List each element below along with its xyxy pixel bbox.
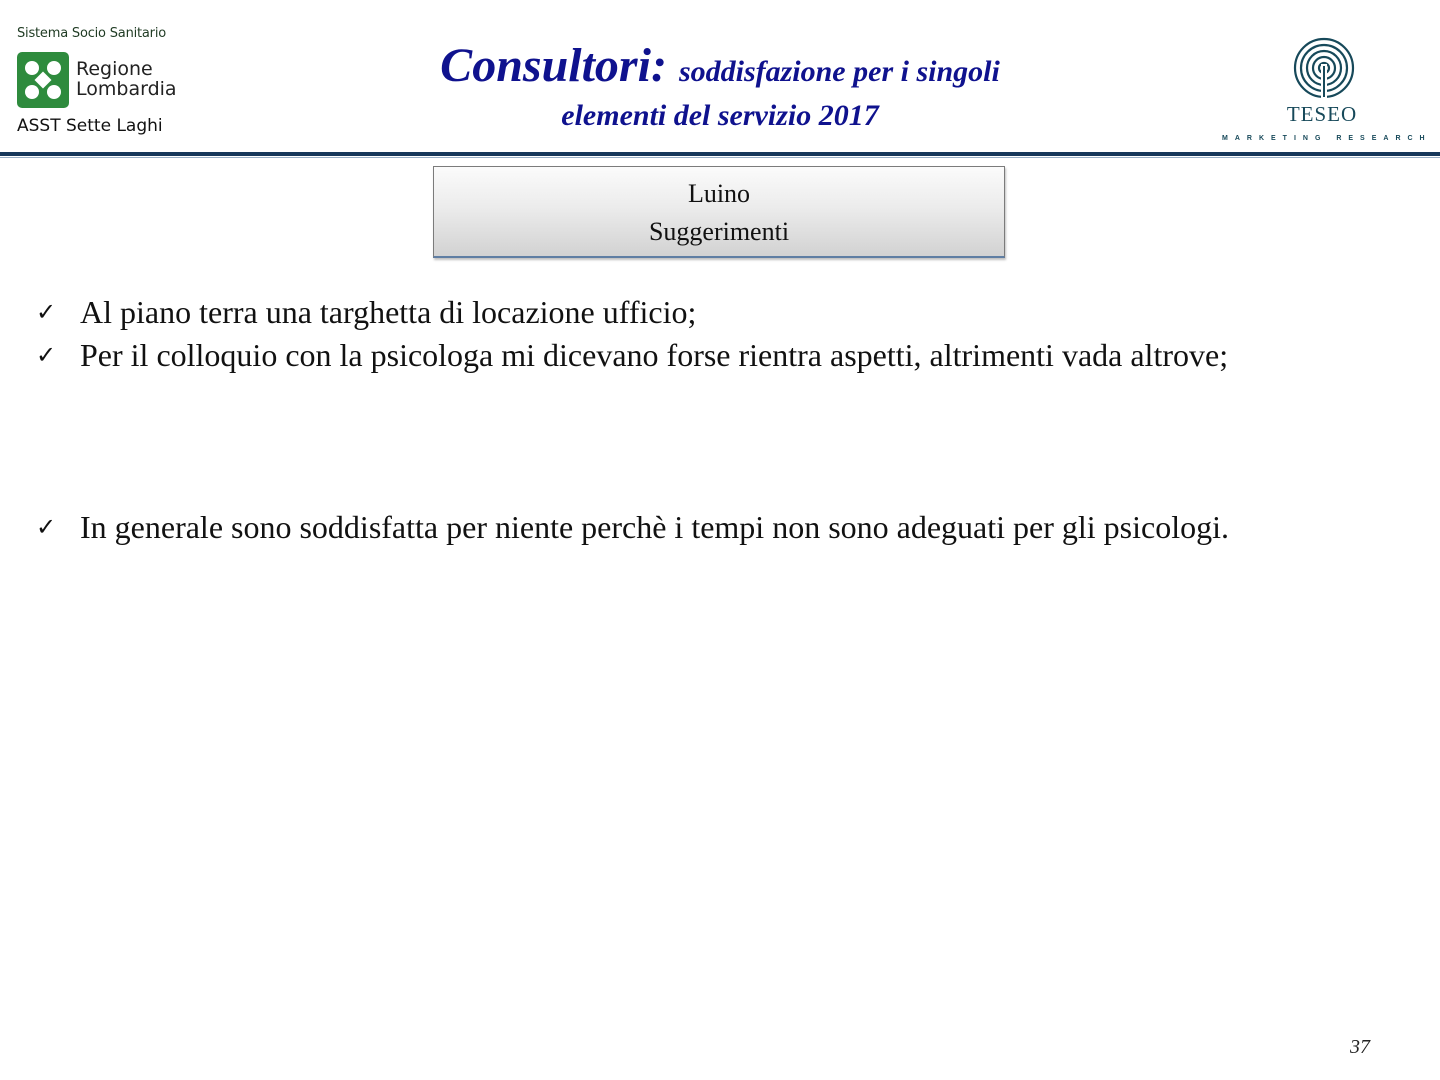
regione-lombardia-mark-icon bbox=[17, 52, 69, 108]
list-item-text: In generale sono soddisfatta per niente perchè i tempi non sono adeguati per gli psicologi. bbox=[80, 509, 1229, 545]
section-label-location: Luino bbox=[687, 179, 751, 208]
check-icon: ✓ bbox=[36, 298, 57, 326]
title-main: Consultori: bbox=[440, 39, 667, 92]
list-item bbox=[36, 507, 1416, 547]
check-icon: ✓ bbox=[36, 341, 57, 369]
list-item-text: Al piano terra una targhetta di locazione ufficio; bbox=[80, 294, 697, 330]
title-main-line bbox=[300, 38, 1140, 100]
teseo-name: TESEO bbox=[1286, 102, 1358, 126]
header-divider-thin bbox=[0, 157, 1440, 158]
list-item bbox=[36, 292, 1416, 332]
teseo-logo bbox=[1222, 36, 1432, 148]
region-name-line2: Lombardia bbox=[76, 78, 177, 100]
teseo-tagline: MARKETING RESEARCH bbox=[1222, 135, 1432, 142]
region-name-line1: Regione bbox=[76, 58, 153, 80]
regione-lombardia-logo bbox=[14, 26, 194, 142]
page-number: 37 bbox=[1350, 1036, 1370, 1058]
section-label-box bbox=[433, 166, 1005, 258]
section-label-topic: Suggerimenti bbox=[648, 217, 790, 246]
asst-line: ASST Sette Laghi bbox=[17, 116, 163, 136]
page-title bbox=[300, 38, 1140, 134]
list-item-text: Per il colloquio con la psicologa mi dicevano forse rientra aspetti, altrimenti vada altrove; bbox=[80, 337, 1229, 373]
title-line2: elementi del servizio 2017 bbox=[561, 99, 879, 132]
list-item bbox=[36, 335, 1416, 375]
labyrinth-icon bbox=[1292, 36, 1356, 100]
check-icon: ✓ bbox=[36, 513, 57, 541]
org-line: Sistema Socio Sanitario bbox=[17, 26, 166, 41]
header-divider bbox=[0, 152, 1440, 156]
title-sub: soddisfazione per i singoli bbox=[678, 55, 1000, 88]
